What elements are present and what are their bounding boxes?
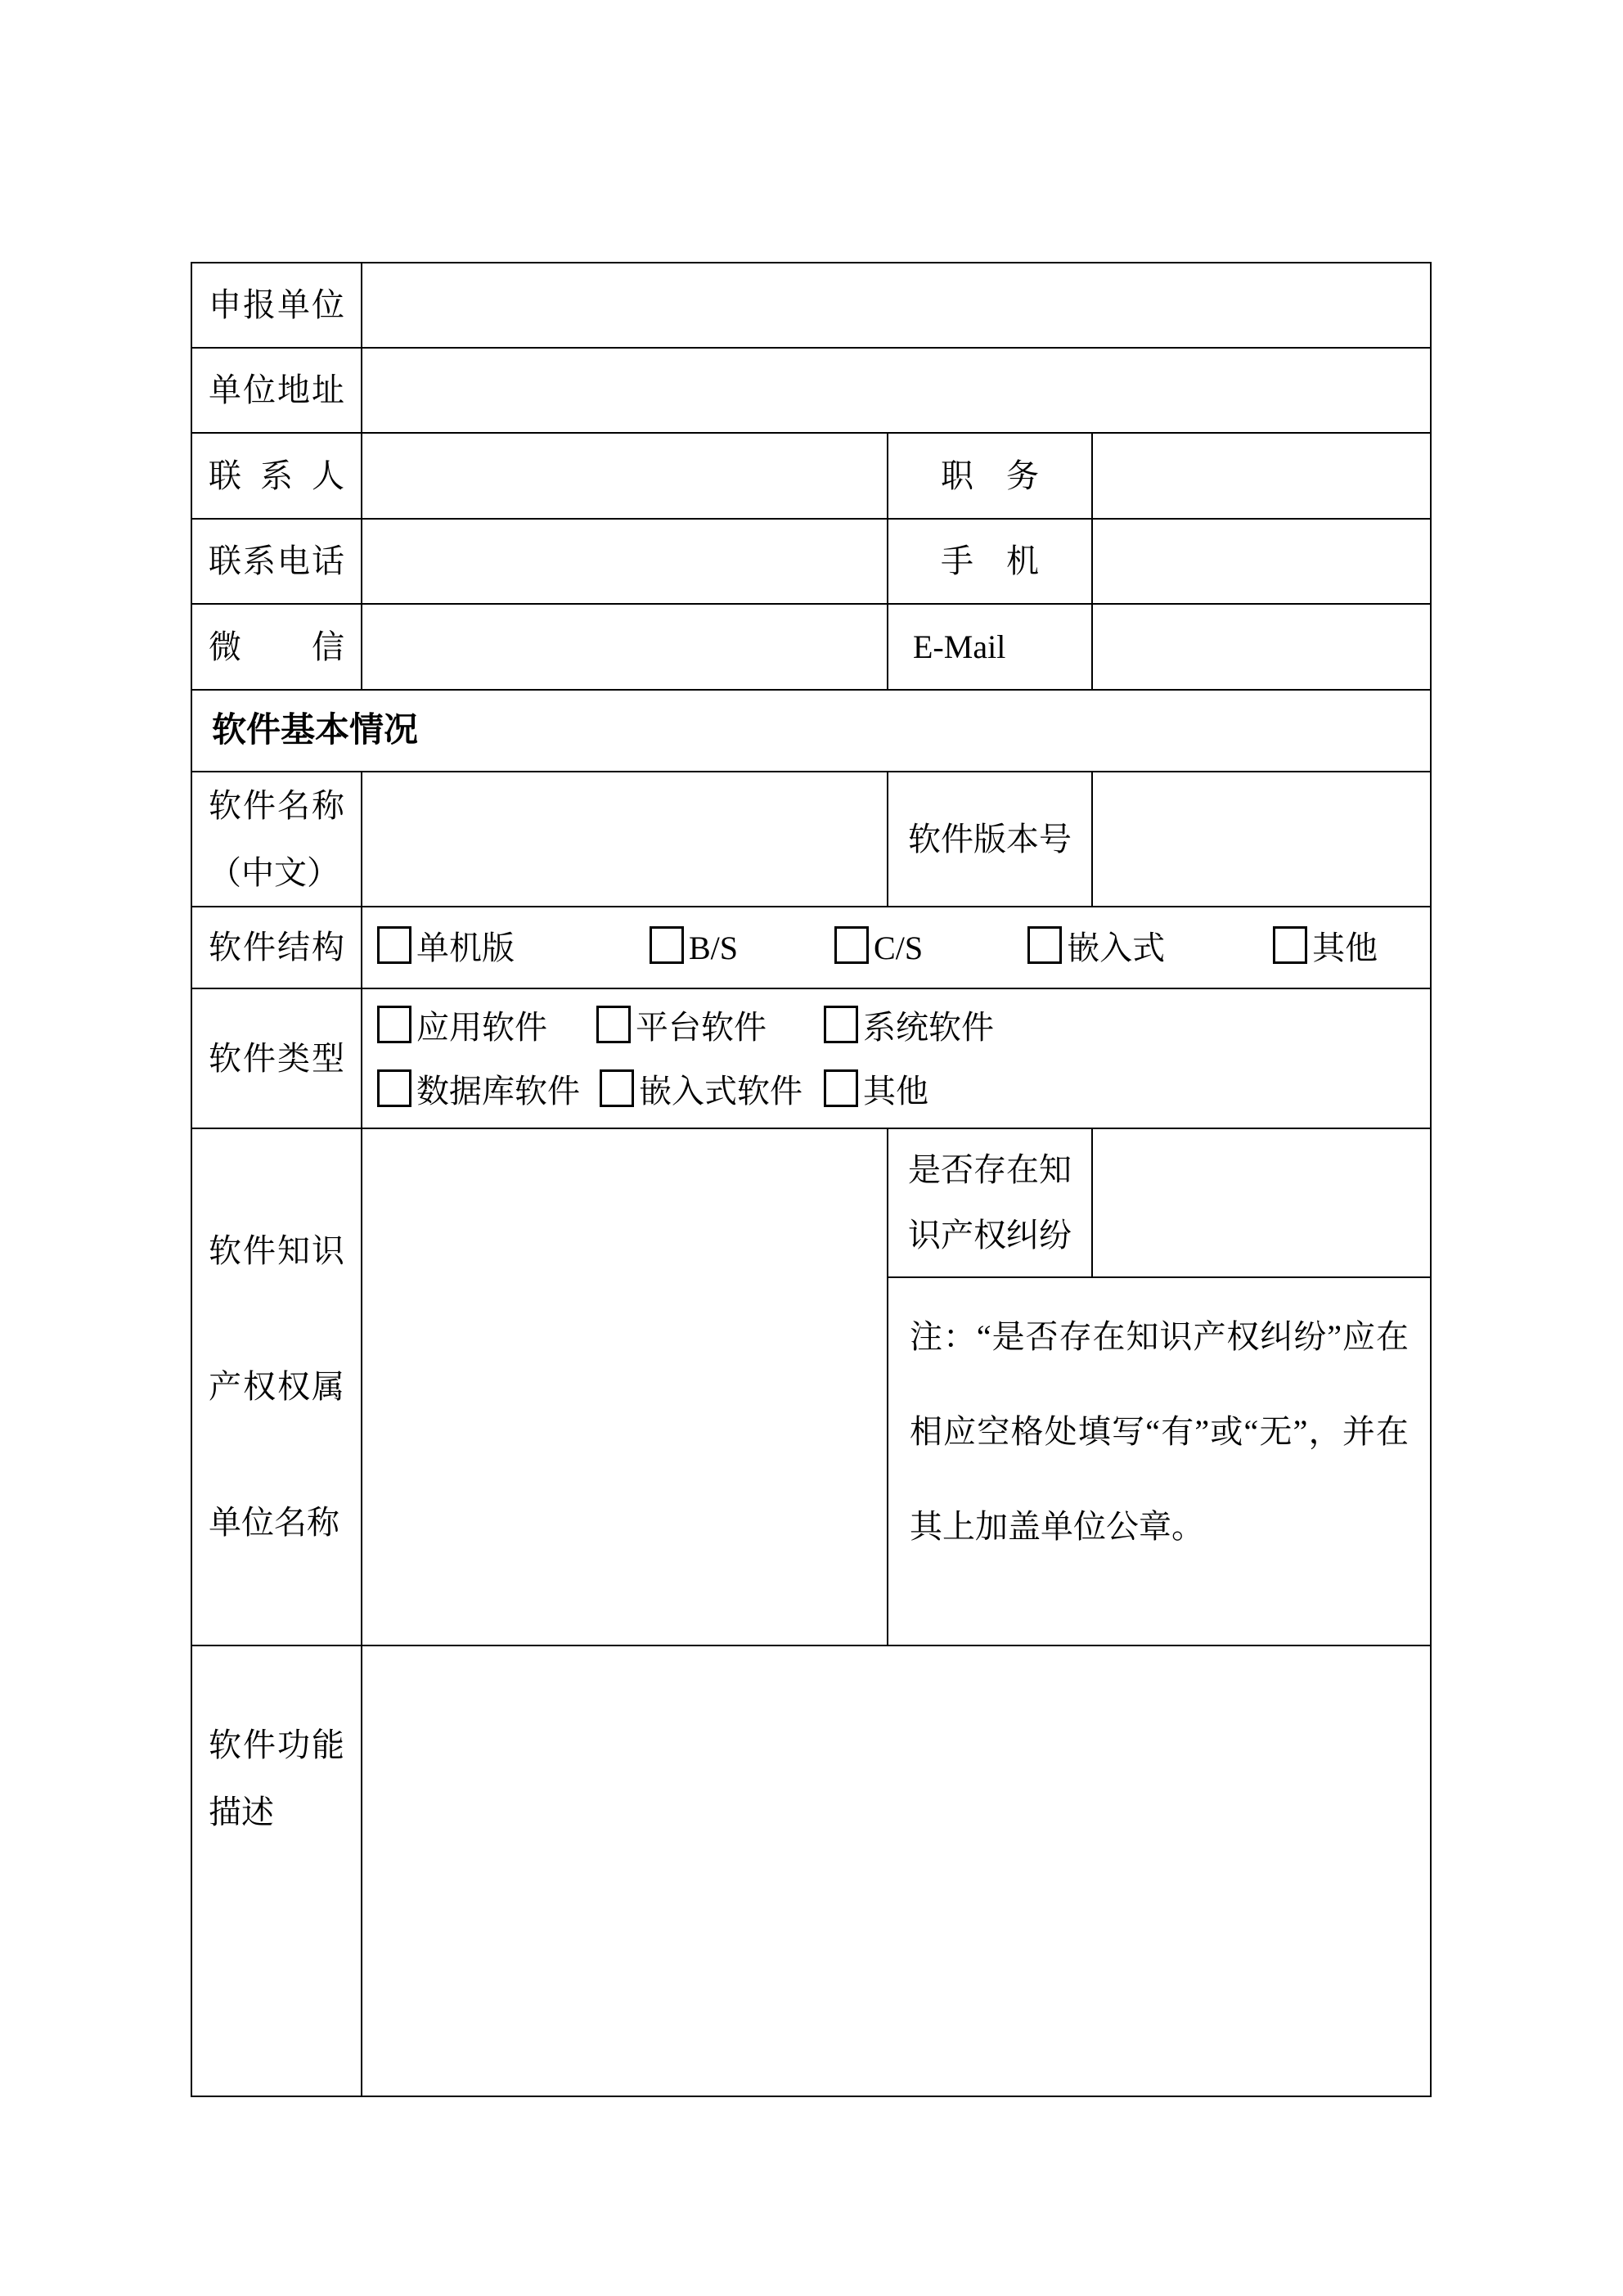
software-structure-options: [362, 907, 1430, 988]
ip-dispute-region: [888, 1129, 1430, 1645]
software-name-value-cell[interactable]: [362, 772, 887, 906]
checkbox-icon: [650, 926, 684, 964]
structure-option-bs[interactable]: B/S: [650, 926, 738, 969]
wechat-value-cell[interactable]: [362, 605, 887, 689]
checkbox-icon: [377, 1006, 411, 1043]
position-value-cell[interactable]: [1093, 434, 1430, 518]
type-option-embedded-software[interactable]: 嵌入式软件: [600, 1069, 803, 1112]
checkbox-icon: [834, 926, 869, 964]
section-header-software-basic-info: 软件基本情况: [192, 691, 1430, 771]
email-value-cell[interactable]: [1093, 605, 1430, 689]
contact-person-value-cell[interactable]: [362, 434, 887, 518]
software-type-options: [362, 989, 1430, 1128]
checkbox-icon: [600, 1069, 634, 1107]
mobile-value-cell[interactable]: [1093, 520, 1430, 603]
software-type-options-line2: [377, 1069, 928, 1112]
type-option-database[interactable]: 数据库软件: [377, 1069, 580, 1112]
contact-phone-value-cell[interactable]: [362, 520, 887, 603]
ip-dispute-value-cell[interactable]: [1093, 1129, 1430, 1276]
checkbox-icon: [1027, 926, 1062, 964]
position-label: 职 务: [888, 434, 1091, 518]
ip-ownership-label: 软件知识产权权属单位名称: [192, 1129, 361, 1645]
contact-phone-label: 联系电话: [192, 520, 361, 603]
unit-address-value-cell[interactable]: [362, 349, 1430, 432]
ip-ownership-value-cell[interactable]: [362, 1129, 887, 1645]
type-option-platform[interactable]: 平台软件: [596, 1006, 767, 1048]
checkbox-icon: [824, 1006, 858, 1043]
software-type-label: 软件类型: [192, 989, 361, 1128]
type-option-application[interactable]: 应用软件: [377, 1006, 547, 1048]
software-name-label: 软件名称（中文）: [192, 772, 361, 906]
application-form-table: [191, 262, 1432, 2097]
checkbox-icon: [824, 1069, 858, 1107]
checkbox-icon: [596, 1006, 631, 1043]
applicant-unit-label: 申报单位: [192, 263, 361, 347]
software-function-value-cell[interactable]: [362, 1646, 1430, 2096]
checkbox-icon: [377, 1069, 411, 1107]
software-function-label: 软件功能描述: [192, 1646, 361, 2096]
ip-dispute-note: 注：“是否存在知识产权纠纷”应在相应空格处填写“有”或“无”，并在其上加盖单位公章。: [888, 1278, 1430, 1645]
checkbox-icon: [1273, 926, 1307, 964]
unit-address-label: 单位地址: [192, 349, 361, 432]
software-structure-label: 软件结构: [192, 907, 361, 988]
type-option-system[interactable]: 系统软件: [824, 1006, 994, 1048]
type-option-other[interactable]: 其他: [824, 1069, 928, 1112]
wechat-label: 微信: [192, 605, 361, 689]
software-version-value-cell[interactable]: [1093, 772, 1430, 906]
structure-option-embedded[interactable]: 嵌入式: [1027, 926, 1165, 969]
structure-option-other[interactable]: 其他: [1273, 926, 1378, 969]
email-label: E-Mail: [888, 605, 1091, 689]
applicant-unit-value-cell[interactable]: [362, 263, 1430, 347]
mobile-label: 手 机: [888, 520, 1091, 603]
checkbox-icon: [377, 926, 411, 964]
structure-option-cs[interactable]: C/S: [834, 926, 923, 969]
software-type-options-line1: [377, 1006, 994, 1048]
ip-dispute-label: 是否存在知识产权纠纷: [888, 1129, 1091, 1276]
software-version-label: 软件版本号: [888, 772, 1091, 906]
contact-person-label: 联系人: [192, 434, 361, 518]
structure-option-standalone[interactable]: 单机版: [377, 926, 515, 969]
